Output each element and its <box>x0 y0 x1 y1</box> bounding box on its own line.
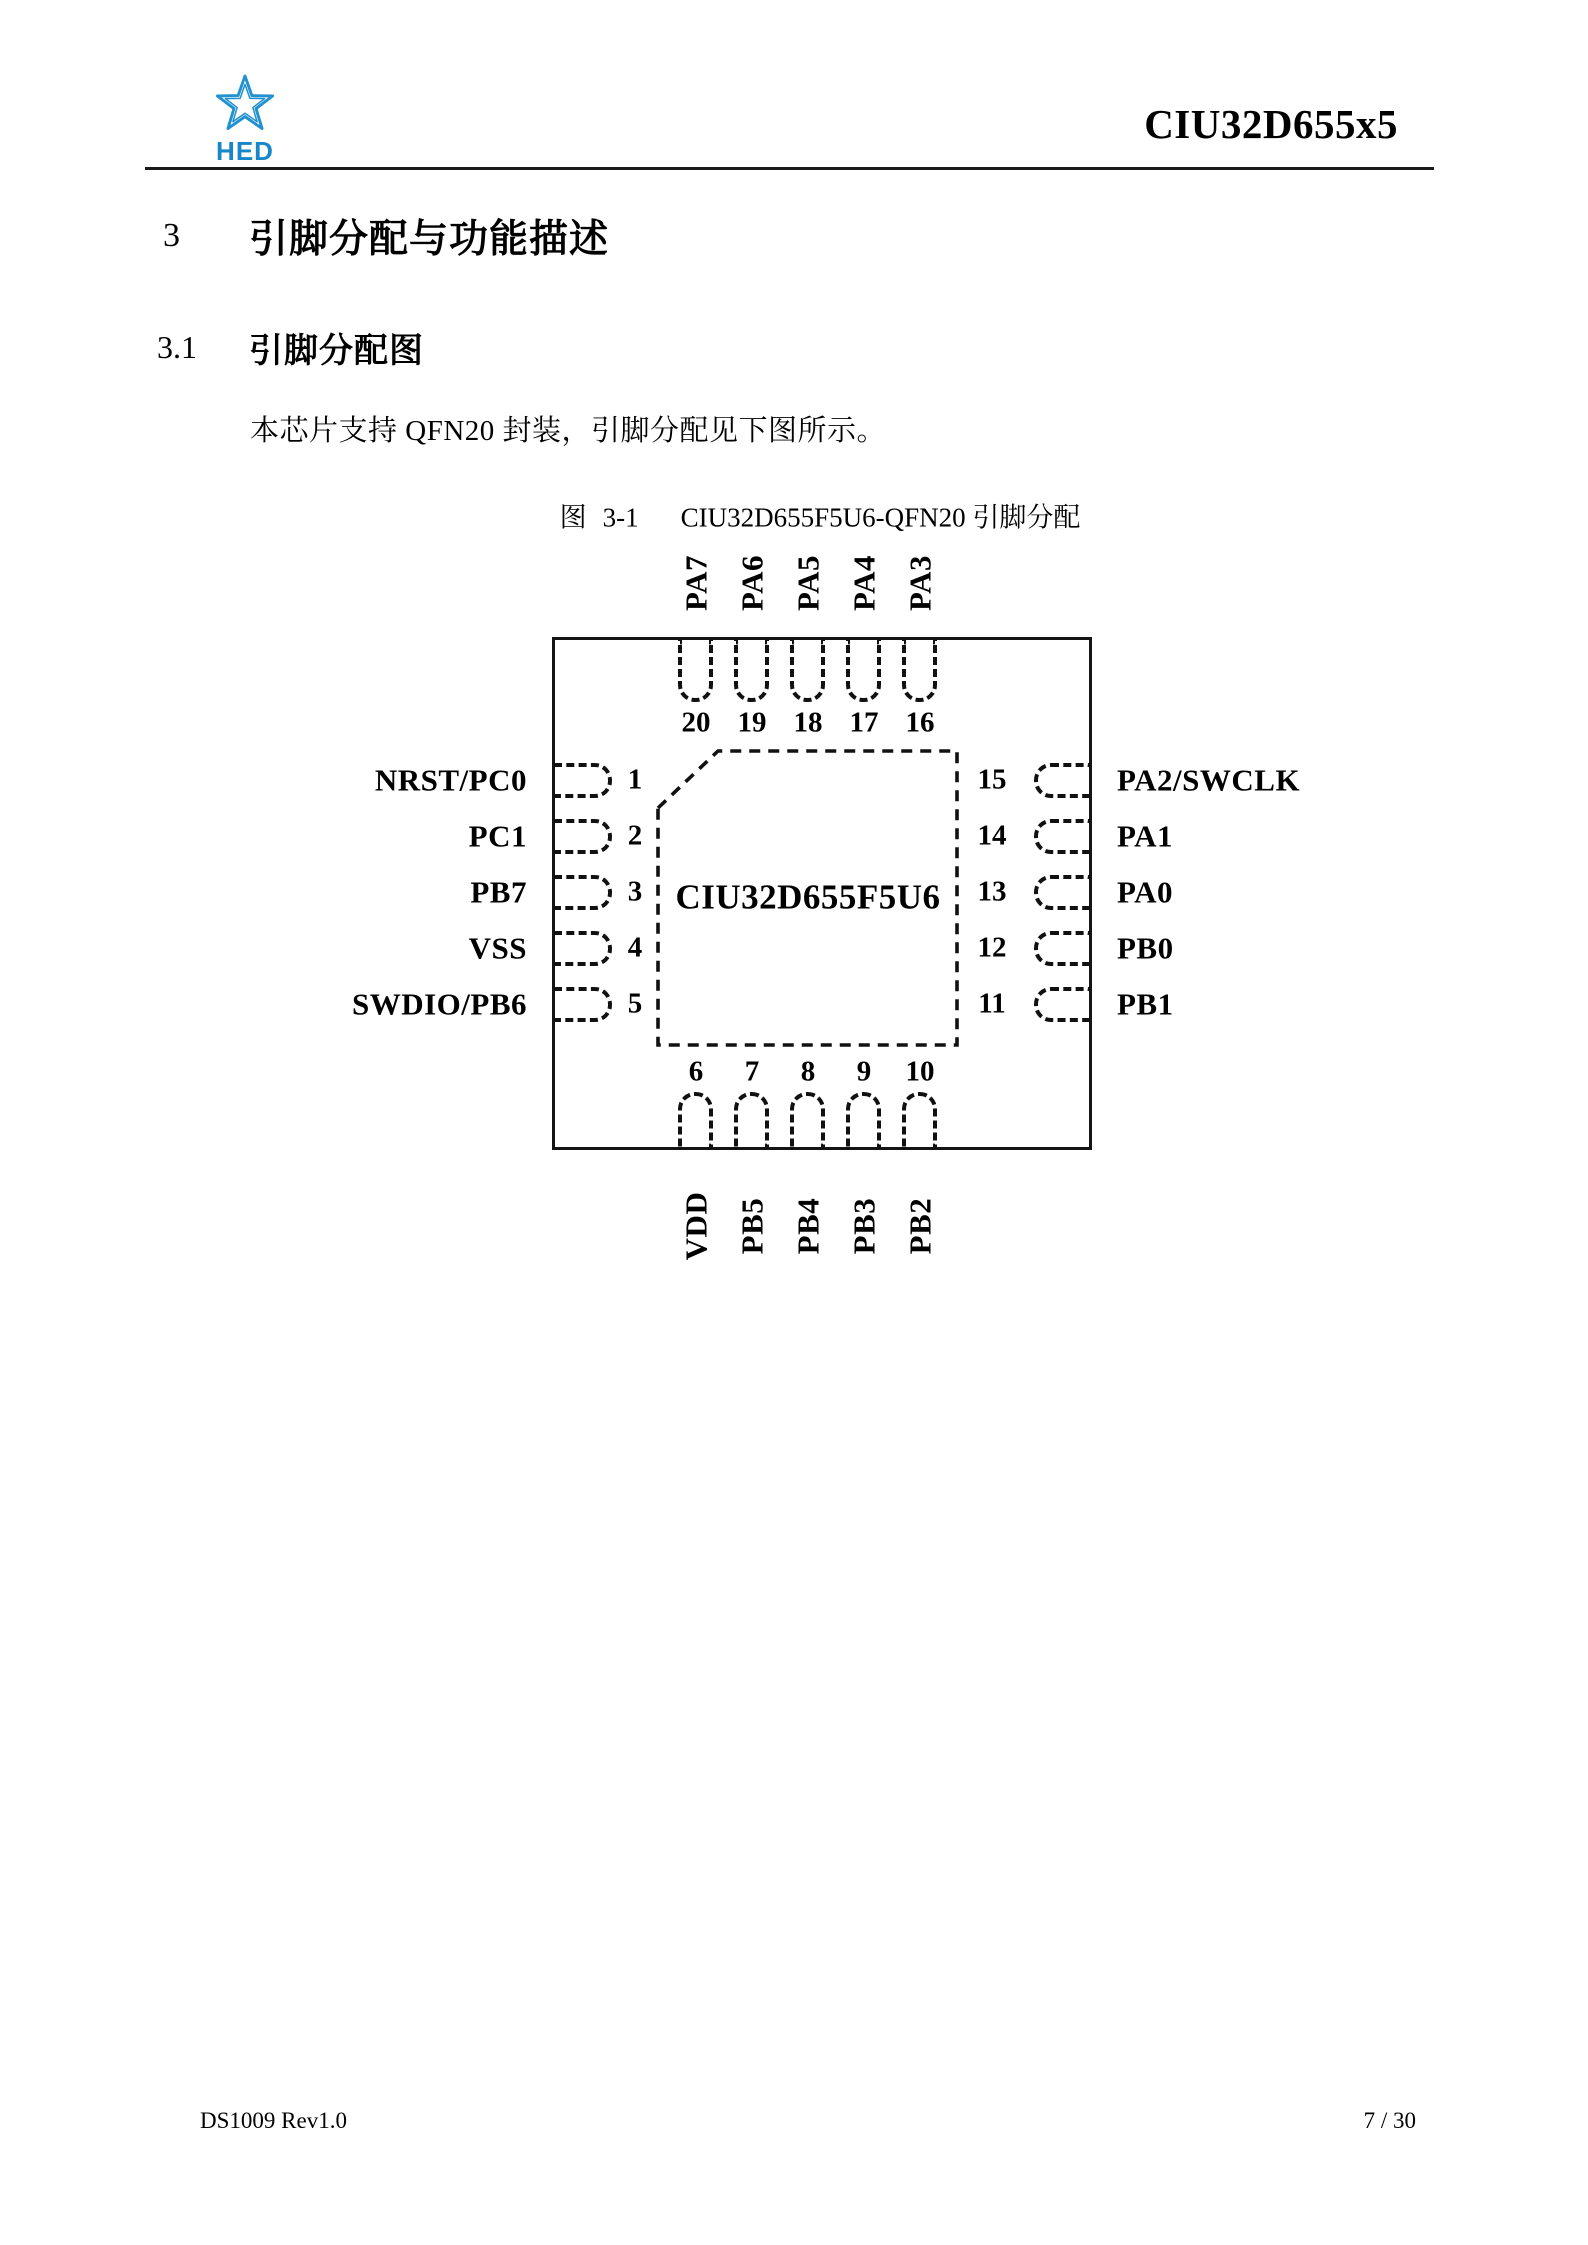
pin-pad-top-20 <box>678 640 713 702</box>
pin-pad-top-18 <box>790 640 825 702</box>
pin-number-9: 9 <box>856 1055 872 1088</box>
pin-label-pa2-swclk: PA2/SWCLK <box>1117 762 1301 798</box>
pin-label-pb3: PB3 <box>846 1197 882 1255</box>
pin-pad-left-3 <box>554 875 612 910</box>
pin-pad-bottom-8 <box>790 1092 825 1148</box>
pin-number-10: 10 <box>905 1055 935 1088</box>
company-logo <box>212 74 278 166</box>
pin-number-11: 11 <box>978 987 1006 1020</box>
subsection-title: 引脚分配图 <box>249 332 424 370</box>
pin-pad-left-2 <box>554 819 612 854</box>
pin-number-6: 6 <box>688 1055 704 1088</box>
pin-number-8: 8 <box>800 1055 816 1088</box>
pin-number-3: 3 <box>627 875 643 908</box>
pin-label-pc1: PC1 <box>468 818 527 854</box>
pin-pad-top-16 <box>902 640 937 702</box>
pin-label-pb0: PB0 <box>1117 930 1174 966</box>
pin-number-14: 14 <box>977 819 1007 852</box>
pin-label-vss: VSS <box>468 930 527 966</box>
pin-label-vdd: VDD <box>678 1191 714 1261</box>
pin-number-20: 20 <box>681 706 711 739</box>
pin-number-4: 4 <box>627 931 643 964</box>
footer-doc-revision: DS1009 Rev1.0 <box>200 2108 347 2133</box>
pin-label-pb2: PB2 <box>902 1197 938 1255</box>
pin-label-pb1: PB1 <box>1117 986 1174 1022</box>
pin-number-18: 18 <box>793 706 823 739</box>
pin-pad-bottom-10 <box>902 1092 937 1148</box>
pin-label-pa7: PA7 <box>678 554 714 612</box>
section-title: 引脚分配与功能描述 <box>249 218 610 261</box>
pin-number-16: 16 <box>905 706 935 739</box>
pin-label-pa4: PA4 <box>846 554 882 612</box>
pin-label-pb5: PB5 <box>734 1197 770 1255</box>
pin-label-nrst-pc0: NRST/PC0 <box>374 762 527 798</box>
pin-label-pa1: PA1 <box>1117 818 1174 854</box>
footer-page-number: 7 / 30 <box>1363 2108 1416 2133</box>
pin-number-7: 7 <box>744 1055 760 1088</box>
pin-number-5: 5 <box>627 987 643 1020</box>
header-divider <box>145 167 1434 170</box>
caption-title: CIU32D655F5U6-QFN20 引脚分配 <box>680 502 1081 533</box>
pin-pad-left-1 <box>554 763 612 798</box>
pin-pad-right-13 <box>1034 875 1092 910</box>
subsection-number: 3.1 <box>157 329 197 365</box>
pin-label-pa5: PA5 <box>790 554 826 612</box>
figure-caption <box>559 502 1081 533</box>
pin-label-pb4: PB4 <box>790 1197 826 1255</box>
section-number: 3 <box>163 217 180 254</box>
pin-label-swdio-pb6: SWDIO/PB6 <box>351 986 527 1022</box>
pin-label-pa6: PA6 <box>734 554 770 612</box>
pin-label-pa0: PA0 <box>1117 874 1174 910</box>
pin-pad-right-14 <box>1034 819 1092 854</box>
pin-pad-right-15 <box>1034 763 1092 798</box>
pin-pad-bottom-7 <box>734 1092 769 1148</box>
pin-pad-right-11 <box>1034 987 1092 1022</box>
pin-pad-left-4 <box>554 931 612 966</box>
pin-label-pb7: PB7 <box>470 874 527 910</box>
caption-fig-word: 图 <box>559 502 587 533</box>
pin-pad-bottom-6 <box>678 1092 713 1148</box>
caption-fig-number: 3-1 <box>602 502 639 533</box>
pin-number-1: 1 <box>627 763 643 796</box>
pin-number-15: 15 <box>977 763 1007 796</box>
pin-label-pa3: PA3 <box>902 554 938 612</box>
logo-text: HED <box>216 136 274 166</box>
pin-pad-right-12 <box>1034 931 1092 966</box>
pin-number-17: 17 <box>849 706 879 739</box>
pin-number-12: 12 <box>977 931 1007 964</box>
document-title: CIU32D655x5 <box>1144 101 1398 147</box>
pin-pad-left-5 <box>554 987 612 1022</box>
body-paragraph: 本芯片支持 QFN20 封装，引脚分配见下图所示。 <box>250 415 887 447</box>
pin-pad-bottom-9 <box>846 1092 881 1148</box>
chip-name: CIU32D655F5U6 <box>675 877 941 917</box>
pin-number-19: 19 <box>737 706 767 739</box>
pin-pad-top-19 <box>734 640 769 702</box>
star-logo-icon <box>214 74 276 136</box>
pin-pad-top-17 <box>846 640 881 702</box>
pin-number-2: 2 <box>627 819 643 852</box>
pin-number-13: 13 <box>977 875 1007 908</box>
